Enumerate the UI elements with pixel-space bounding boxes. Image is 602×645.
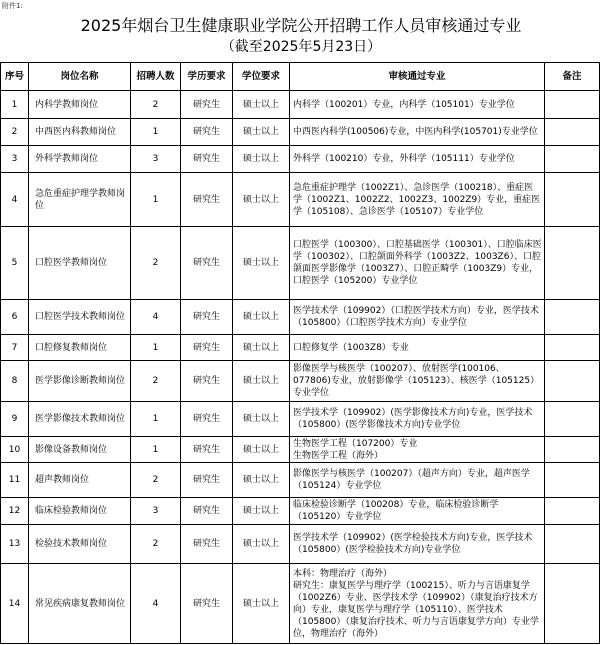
row-remark (545, 463, 600, 498)
row-remark (545, 146, 600, 173)
row-degree: 硕士以上 (233, 300, 290, 335)
row-remark (545, 91, 600, 119)
row-position: 口腔医学技术教师岗位 (29, 300, 131, 335)
row-position: 临床检验教师岗位 (29, 498, 131, 525)
header-majors: 审核通过专业 (290, 63, 545, 91)
table-row (1, 335, 600, 361)
row-degree: 硕士以上 (233, 119, 290, 146)
row-remark (545, 564, 600, 644)
row-degree: 硕士以上 (233, 91, 290, 119)
row-education: 研究生 (181, 525, 233, 564)
header-seq: 序号 (1, 63, 29, 91)
row-degree: 硕士以上 (233, 335, 290, 361)
row-remark (545, 525, 600, 564)
row-education: 研究生 (181, 91, 233, 119)
row-education: 研究生 (181, 498, 233, 525)
row-count: 1 (131, 402, 181, 437)
row-count: 2 (131, 525, 181, 564)
row-remark (545, 173, 600, 227)
row-count: 4 (131, 564, 181, 644)
row-count: 2 (131, 91, 181, 119)
row-majors: 医学技术学（109902）(医学检验技术方向)专业，医学技术（105800）(医学检验技术方向)专业学位 (290, 525, 545, 564)
row-position: 影像设备教师岗位 (29, 437, 131, 463)
table-row (1, 173, 600, 227)
row-seq: 1 (1, 91, 29, 119)
row-degree: 硕士以上 (233, 402, 290, 437)
row-degree: 硕士以上 (233, 525, 290, 564)
row-education: 研究生 (181, 437, 233, 463)
row-majors: 内科学（100201）专业，内科学（105101）专业学位 (290, 91, 545, 119)
row-seq: 14 (1, 564, 29, 644)
row-position: 中西医内科教师岗位 (29, 119, 131, 146)
row-seq: 6 (1, 300, 29, 335)
row-seq: 13 (1, 525, 29, 564)
row-position: 超声教师岗位 (29, 463, 131, 498)
row-education: 研究生 (181, 119, 233, 146)
row-degree: 硕士以上 (233, 463, 290, 498)
row-count: 1 (131, 437, 181, 463)
row-majors: 口腔修复学（1003Z8）专业 (290, 335, 545, 361)
row-majors: 影像医学与核医学（100207）、放射医学(100106、077806)专业，放射影像学（105123）、核医学（105125）专业学位 (290, 361, 545, 402)
row-position: 口腔修复教师岗位 (29, 335, 131, 361)
row-remark (545, 119, 600, 146)
row-degree: 硕士以上 (233, 146, 290, 173)
row-position: 急危重症护理学教师岗位 (29, 173, 131, 227)
row-majors: 医学技术学（109902）(医学影像技术方向)专业，医学技术（105800）(医学影像技术方向)专业学位 (290, 402, 545, 437)
attachment-label: 附件1: (2, 2, 23, 10)
table-row (1, 300, 600, 335)
row-majors: 中西医内科学(100506)专业，中医内科学(105701)专业学位 (290, 119, 545, 146)
row-degree: 硕士以上 (233, 227, 290, 300)
row-seq: 2 (1, 119, 29, 146)
row-count: 2 (131, 361, 181, 402)
row-seq: 10 (1, 437, 29, 463)
row-education: 研究生 (181, 335, 233, 361)
row-remark (545, 498, 600, 525)
row-degree: 硕士以上 (233, 564, 290, 644)
row-degree: 硕士以上 (233, 498, 290, 525)
table-row (1, 227, 600, 300)
header-degree: 学位要求 (233, 63, 290, 91)
row-education: 研究生 (181, 227, 233, 300)
row-majors: 急危重症护理学（1002Z1）、急诊医学（100218）、重症医学（1002Z1、1002Z2、1002Z3、1002Z9）专业，重症医学（105108）、急诊医学（105107）专业学位 (290, 173, 545, 227)
row-majors: 生物医学工程（107200）专业 生物医学工程（海外） (290, 437, 545, 463)
row-count: 1 (131, 119, 181, 146)
row-education: 研究生 (181, 300, 233, 335)
row-remark (545, 335, 600, 361)
page-subtitle: （截至2025年5月23日） (220, 39, 382, 55)
row-majors: 影像医学与核医学（100207）（超声方向）专业，超声医学（105124）专业学位 (290, 463, 545, 498)
header-row (1, 63, 600, 91)
row-remark (545, 300, 600, 335)
row-seq: 12 (1, 498, 29, 525)
row-seq: 9 (1, 402, 29, 437)
table-row (1, 564, 600, 644)
row-position: 外科学教师岗位 (29, 146, 131, 173)
table-row (1, 463, 600, 498)
header-count: 招聘人数 (131, 63, 181, 91)
row-seq: 4 (1, 173, 29, 227)
row-position: 医学影像技术教师岗位 (29, 402, 131, 437)
table-row (1, 525, 600, 564)
row-seq: 11 (1, 463, 29, 498)
row-remark (545, 227, 600, 300)
majors-table (0, 62, 600, 644)
row-degree: 硕士以上 (233, 361, 290, 402)
header-position: 岗位名称 (29, 63, 131, 91)
row-position: 内科学教师岗位 (29, 91, 131, 119)
table-row (1, 146, 600, 173)
header-remark: 备注 (545, 63, 600, 91)
row-count: 1 (131, 335, 181, 361)
table-row (1, 402, 600, 437)
row-remark (545, 437, 600, 463)
row-position: 常见疾病康复教师岗位 (29, 564, 131, 644)
row-position: 口腔医学教师岗位 (29, 227, 131, 300)
row-education: 研究生 (181, 146, 233, 173)
row-count: 3 (131, 498, 181, 525)
row-count: 2 (131, 227, 181, 300)
row-majors: 医学技术学（109902）（口腔医学技术方向）专业，医学技术（105800）（口腔医学技术方向）专业学位 (290, 300, 545, 335)
row-count: 3 (131, 146, 181, 173)
table-row (1, 91, 600, 119)
row-remark (545, 361, 600, 402)
row-education: 研究生 (181, 564, 233, 644)
row-education: 研究生 (181, 402, 233, 437)
row-degree: 硕士以上 (233, 173, 290, 227)
header-education: 学历要求 (181, 63, 233, 91)
row-count: 1 (131, 173, 181, 227)
table-row (1, 119, 600, 146)
row-seq: 7 (1, 335, 29, 361)
row-majors: 本科：物理治疗（海外） 研究生：康复医学与理疗学（100215）、听力与言语康复学（1002Z6）专业、医学技术学（109902）（康复治疗技术方向）专业，康复医学与理疗学（105110）、医学技术（105800）（康复治疗技术、听力与言语康复学方向）专业学位，物理治疗（海外） (290, 564, 545, 644)
row-seq: 5 (1, 227, 29, 300)
page-title: 2025年烟台卫生健康职业学院公开招聘工作人员审核通过专业 (80, 16, 522, 35)
row-position: 检验技术教师岗位 (29, 525, 131, 564)
table-row (1, 437, 600, 463)
row-majors: 口腔医学（100300）、口腔基础医学（100301）、口腔临床医学（100302）、口腔颌面外科学（1003Z2、1003Z6）、口腔颌面医学影像学（1003Z7）、口腔正畸学（1003Z9）专业，口腔医学（105200）专业学位 (290, 227, 545, 300)
row-education: 研究生 (181, 463, 233, 498)
row-education: 研究生 (181, 361, 233, 402)
row-count: 2 (131, 463, 181, 498)
row-seq: 3 (1, 146, 29, 173)
table-row (1, 361, 600, 402)
row-position: 医学影像诊断教师岗位 (29, 361, 131, 402)
row-remark (545, 402, 600, 437)
row-education: 研究生 (181, 173, 233, 227)
row-majors: 临床检验诊断学（100208）专业，临床检验诊断学（105120）专业学位 (290, 498, 545, 525)
row-count: 4 (131, 300, 181, 335)
row-seq: 8 (1, 361, 29, 402)
table-row (1, 498, 600, 525)
row-majors: 外科学（100210）专业，外科学（105111）专业学位 (290, 146, 545, 173)
row-degree: 硕士以上 (233, 437, 290, 463)
